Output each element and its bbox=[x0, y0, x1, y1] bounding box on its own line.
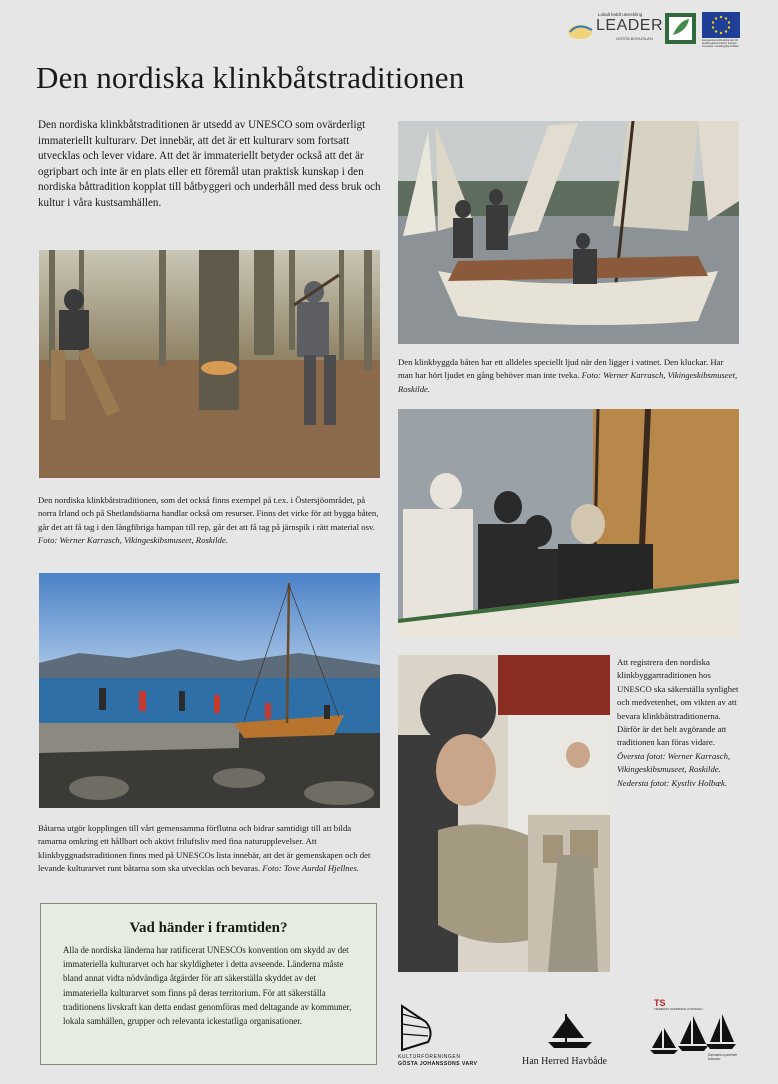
dk-text: Danmarks nyskende kulturarv bbox=[708, 1053, 738, 1061]
eu-logo bbox=[702, 12, 740, 50]
leader-logo bbox=[566, 12, 664, 44]
future-heading: Vad händer i framtiden? bbox=[129, 920, 288, 936]
ts-sub-text: TRÆBÅDS SAMMENSLUTNINGEN bbox=[654, 1007, 703, 1011]
crafts-caption-text: Att registrera den nordiska klinkbyggartraditionen hos UNESCO ska säkerställa synlighet och medvetenhet, om vikten av att bevara klinkbåtstraditionerna. Därför är det helt avgörande att traditionen kan föras vidare. bbox=[617, 657, 739, 748]
ts-text: TS bbox=[654, 998, 666, 1008]
havbade-logo bbox=[518, 1010, 623, 1070]
shore-caption-credit: Foto: Tove Aurdal Hjellnes. bbox=[262, 863, 360, 874]
sailing-photo bbox=[398, 121, 739, 344]
ship-prow-icon bbox=[398, 1002, 438, 1052]
sailing-caption-credit: Foto: Werner Karrasch, Vikingeskibsmuseet, Roskilde. bbox=[398, 370, 738, 394]
eu-text: Europeiska jordbruksfonden för landsbygdsutveckling: Europa investerar i landsbygdsområden bbox=[702, 39, 739, 48]
page-title: Den nordiska klinkbåtstraditionen bbox=[36, 60, 465, 95]
forest-caption-credit: Foto: Werner Karrasch, Vikingeskibsmuseet, Roskilde. bbox=[38, 535, 228, 546]
ts-logo bbox=[648, 998, 740, 1070]
crafts-caption bbox=[617, 656, 742, 790]
intro-text: Den nordiska klinkbåtstraditionen är utsedd av UNESCO som ovärderligt immateriellt kulturarv. Det innebär, att det är ett kulturarv som fortsatt utvecklas och lever vidare. Att det är immateriellt betyder också att det är ogripbart och inte är en plats eller ett föremål utan praktisk kunskap i den nordiska båttradition kopplat till båtbyggeri och underhåll med dess bruk och kultur i våra kustsamhällen. bbox=[38, 119, 381, 209]
sailing-caption-text: Den klinkbyggda båten har ett alldeles speciellt ljud när den ligger i vattnet. Den kluckar. Har man har hört ljudet en gång behöver man inte tveka. bbox=[398, 357, 724, 381]
kids-boat-photo bbox=[398, 409, 739, 637]
forest-caption bbox=[38, 494, 380, 548]
kf-line1: KULTURFÖRENINGEN bbox=[398, 1054, 461, 1060]
leader-text: LEADER bbox=[596, 17, 664, 34]
shore-photo bbox=[39, 573, 380, 808]
leader-sub-text: GÖSTA BOHUSLÄN bbox=[616, 36, 653, 41]
sailing-caption bbox=[398, 356, 739, 396]
crafts-photo bbox=[398, 655, 610, 972]
crafts-caption-credit: Översta fotot: Werner Karrasch, Vikingeskibsmuseet, Roskilde. Nedersta fotot: Kystliv Holbæk. bbox=[617, 750, 731, 788]
future-text: Alla de nordiska länderna har ratificerat UNESCOs konvention om skydd av det immateriella kulturarvet och har skyldigheter i detta avseende. Länderna måste bland annat vidta nödvändiga åtgärder för att säkerställa skyddet av det immateriella kulturarvet som finns på deras territorium. För att säkerställa traditionens livskraft kan detta endast genomföras med deltagande av kommuner, lokala samhällen, grupper och relevanta ickestatliga organisationer. bbox=[63, 945, 352, 1027]
forest-photo bbox=[39, 250, 380, 478]
shore-caption bbox=[38, 822, 380, 876]
leaf-icon bbox=[665, 13, 696, 44]
sailboat-icon bbox=[540, 1010, 600, 1050]
havbade-text: Han Herred Havbåde bbox=[522, 1056, 607, 1067]
leader-small-text: Lokalt leddt utveckling bbox=[598, 12, 643, 17]
future-box bbox=[40, 903, 377, 1065]
leader-square-logo bbox=[665, 13, 696, 44]
shore-caption-text: Båtarna utgör kopplingen till vårt gemensamma förflutna och bidrar samtidigt till att bilda ramarna omkring ett hållbart och aktivt friluftsliv med fina naturupplevelser. Att klinkbyggnadstraditionen finns med på UNESCOs lista innebär, att det är gemenskapen och det levande kulturarvet runt båtarna som ska utvecklas och bevaras. bbox=[38, 823, 371, 874]
forest-caption-text: Den nordiska klinkbåtstraditionen, som det också finns exempel på t.ex. i Östersjöområdet, på norra Irland och på Shetlandsöarna handlar också om resurser. Finns det virke för att bygga båten, går det att få tag i den långfibriga hampan till rep, går det att få tag på järnspik i rätt material osv. bbox=[38, 495, 379, 532]
eu-flag-icon bbox=[702, 12, 740, 38]
kf-line2: GÖSTA JOHANSSONS VARV bbox=[398, 1061, 478, 1067]
kulturforeningen-logo bbox=[398, 1002, 508, 1072]
